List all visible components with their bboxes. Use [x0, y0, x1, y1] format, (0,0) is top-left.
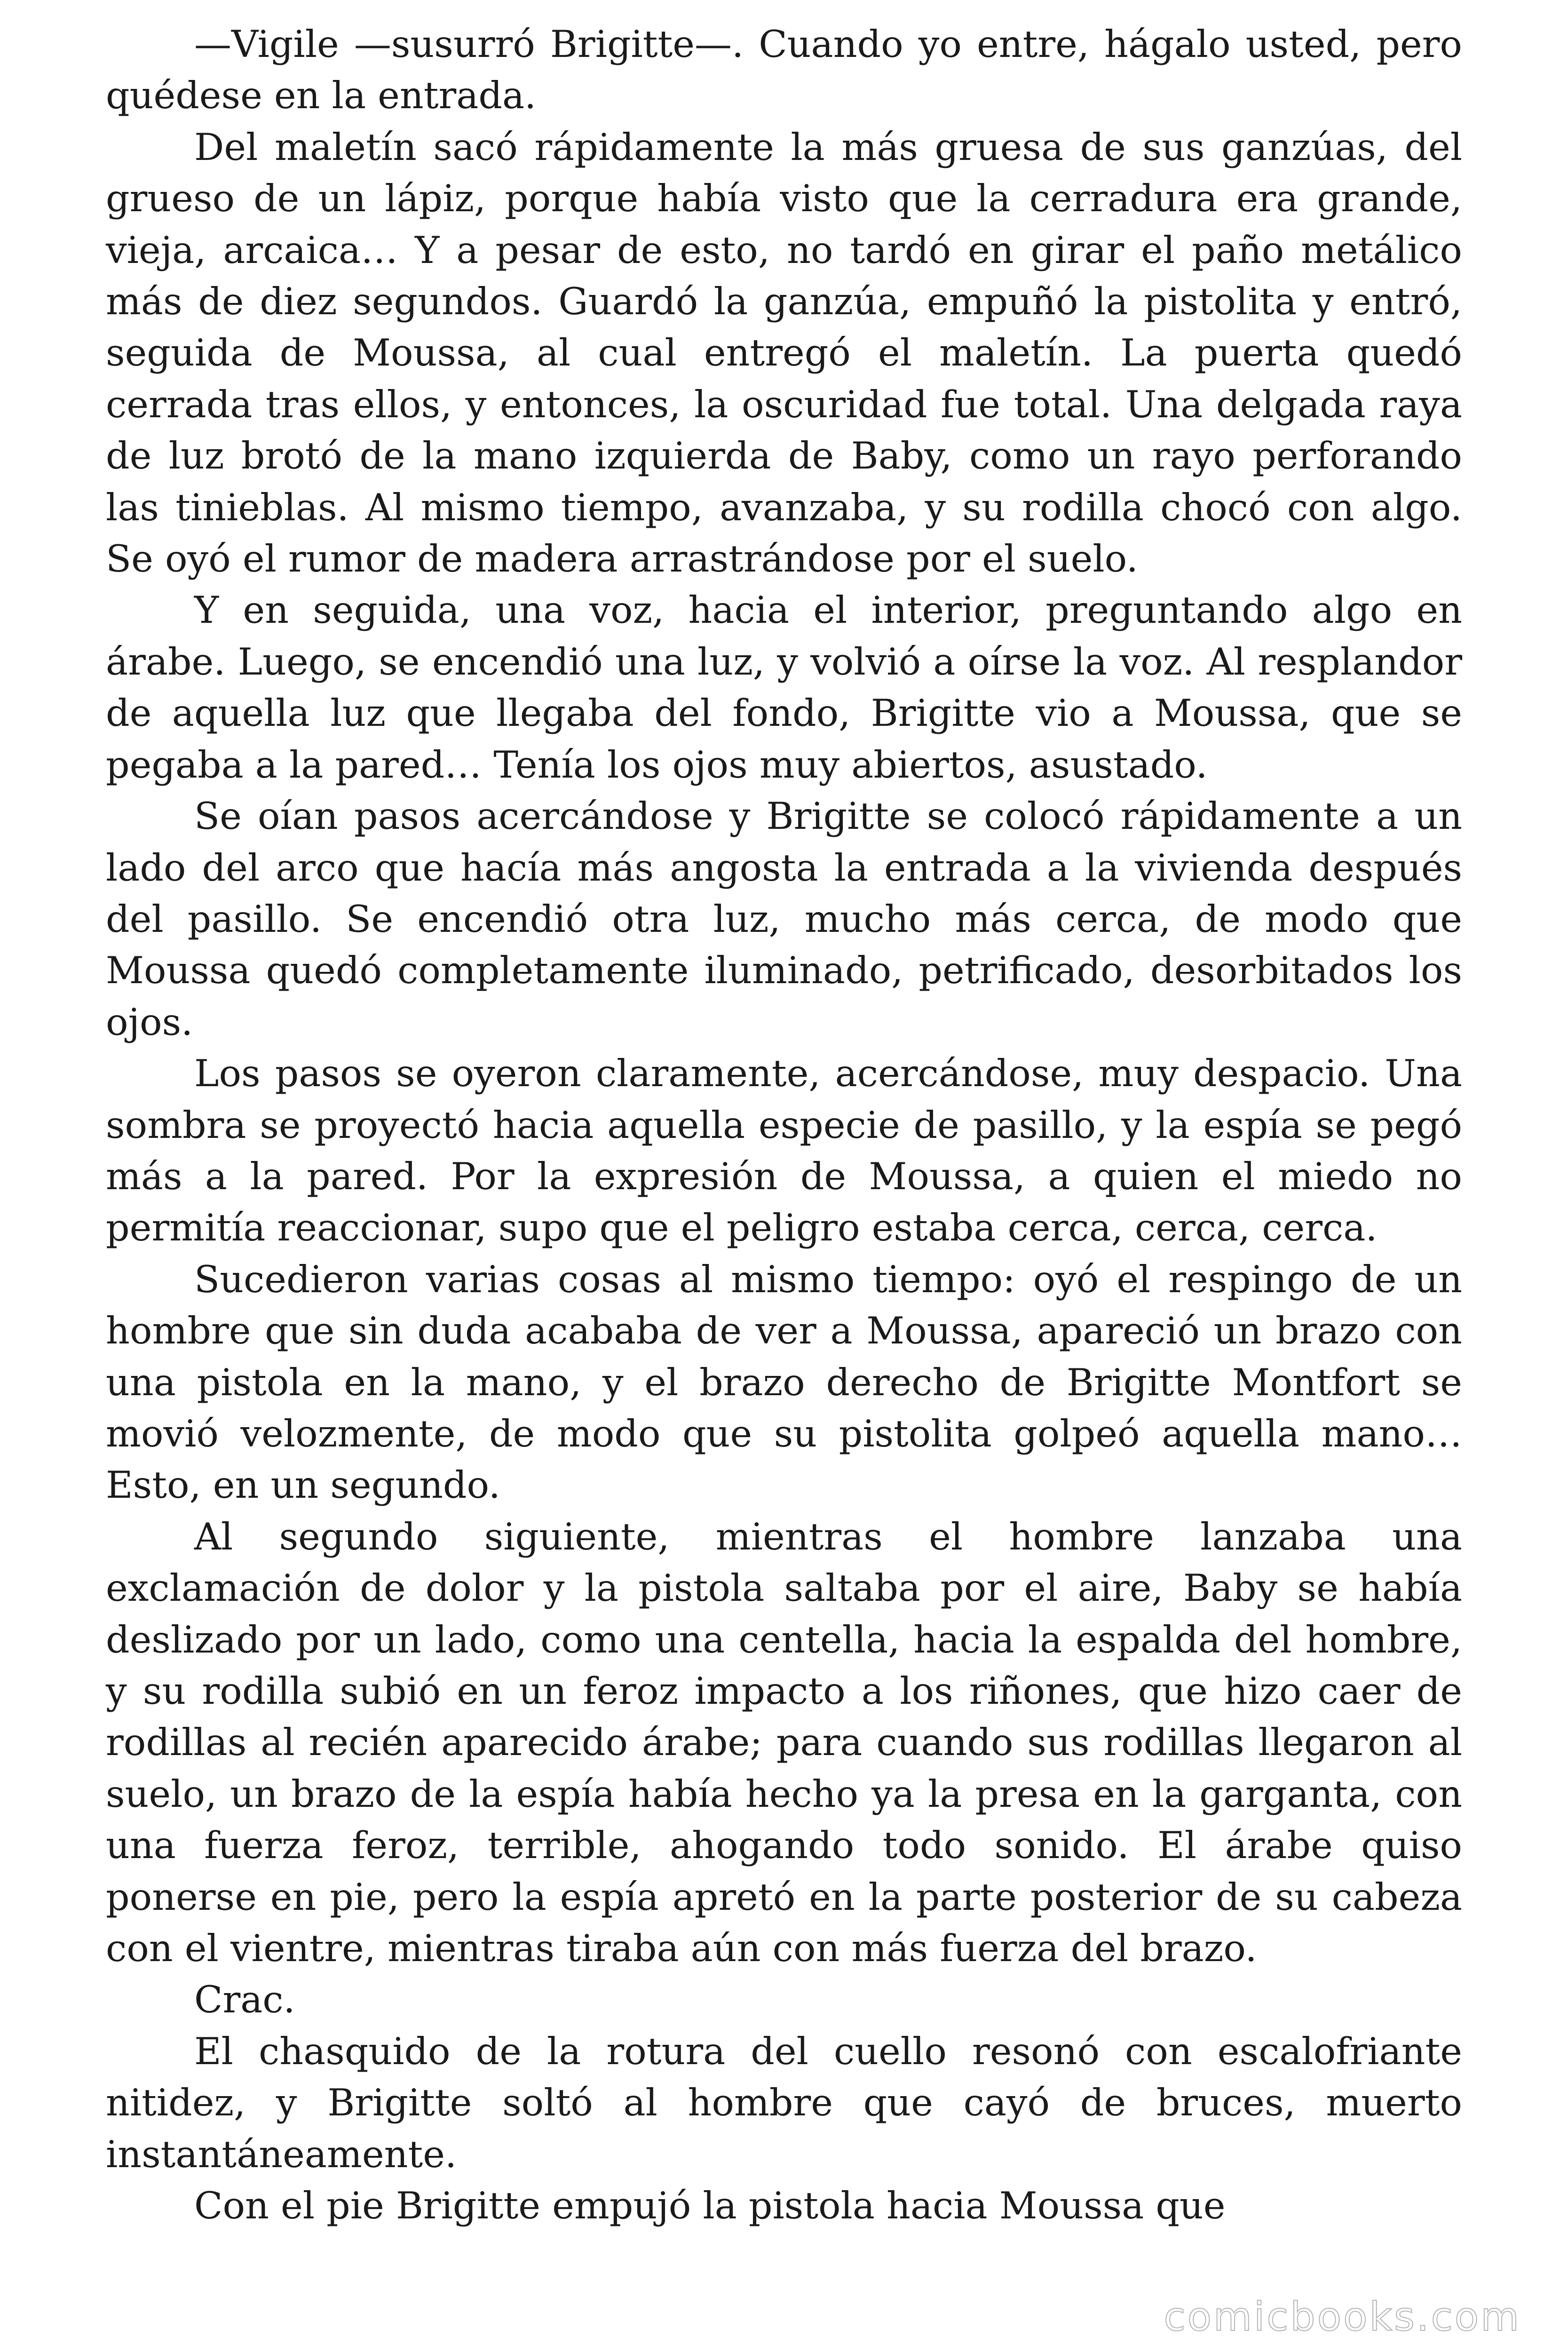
- paragraph-5: Los pasos se oyeron claramente, acercándose, muy despacio. Una sombra se proyectó hacia aquella especie de pasillo, y la espía se pegó más a la pared. Por la expresión de Moussa, a quien el miedo no permitía reaccionar, supo que el peligro estaba cerca, cerca, cerca.: [106, 1052, 1462, 1250]
- paragraph-7: Al segundo siguiente, mientras el hombre lanzaba una exclamación de dolor y la pistola saltaba por el aire, Baby se había deslizado por un lado, como una centella, hacia la espalda del hombre, y su rodilla subió en un feroz impacto a los riñones, que hizo caer de rodillas al recién aparecido árabe; para cuando sus rodillas llegaron al suelo, un brazo de la espía había hecho ya la presa en la garganta, con una fuerza feroz, terrible, ahogando todo sonido. El árabe quiso ponerse en pie, pero la espía apretó en la parte posterior de su cabeza con el vientre, mientras tiraba aún con más fuerza del brazo.: [106, 1515, 1462, 1971]
- paragraph-9: El chasquido de la rotura del cuello resonó con escalofriante nitidez, y Brigitte soltó al hombre que cayó de bruces, muerto instantáneamente.: [106, 2029, 1462, 2176]
- page-text: [106, 19, 1462, 2232]
- paragraph-6: Sucedieron varias cosas al mismo tiempo: oyó el respingo de un hombre que sin duda acababa de ver a Moussa, apareció un brazo con una pistola en la mano, y el brazo derecho de Brigitte Montfort se movió velozmente, de modo que su pistolita golpeó aquella mano… Esto, en un segundo.: [106, 1257, 1462, 1507]
- paragraph-1: —Vigile —susurró Brigitte—. Cuando yo entre, hágalo usted, pero quédese en la entrada.: [106, 23, 1462, 118]
- paragraph-4: Se oían pasos acercándose y Brigitte se colocó rápidamente a un lado del arco que hacía más angosta la entrada a la vivienda después del pasillo. Se encendió otra luz, mucho más cerca, de modo que Moussa quedó completamente iluminado, petrificado, desorbitados los ojos.: [106, 795, 1462, 1044]
- paragraph-10: Con el pie Brigitte empujó la pistola hacia Moussa que: [194, 2184, 1226, 2228]
- paragraph-2: Del maletín sacó rápidamente la más gruesa de sus ganzúas, del grueso de un lápiz, porque había visto que la cerradura era grande, vieja, arcaica… Y a pesar de esto, no tardó en girar el paño metálico más de diez segundos. Guardó la ganzúa, empuñó la pistolita y entró, seguida de Moussa, al cual entregó el maletín. La puerta quedó cerrada tras ellos, y entonces, la oscuridad fue total. Una delgada raya de luz brotó de la mano izquierda de Baby, como un rayo perforando las tinieblas. Al mismo tiempo, avanzaba, y su rodilla chocó con algo. Se oyó el rumor de madera arrastrándose por el suelo.: [106, 125, 1462, 581]
- paragraph-3: Y en seguida, una voz, hacia el interior, preguntando algo en árabe. Luego, se encendió una luz, y volvió a oírse la voz. Al resplandor de aquella luz que llegaba del fondo, Brigitte vio a Moussa, que se pegaba a la pared… Tenía los ojos muy abiertos, asustado.: [106, 588, 1462, 787]
- watermark: comicbooks.com: [1164, 2294, 1521, 2340]
- paragraph-8: Crac.: [194, 1978, 295, 2022]
